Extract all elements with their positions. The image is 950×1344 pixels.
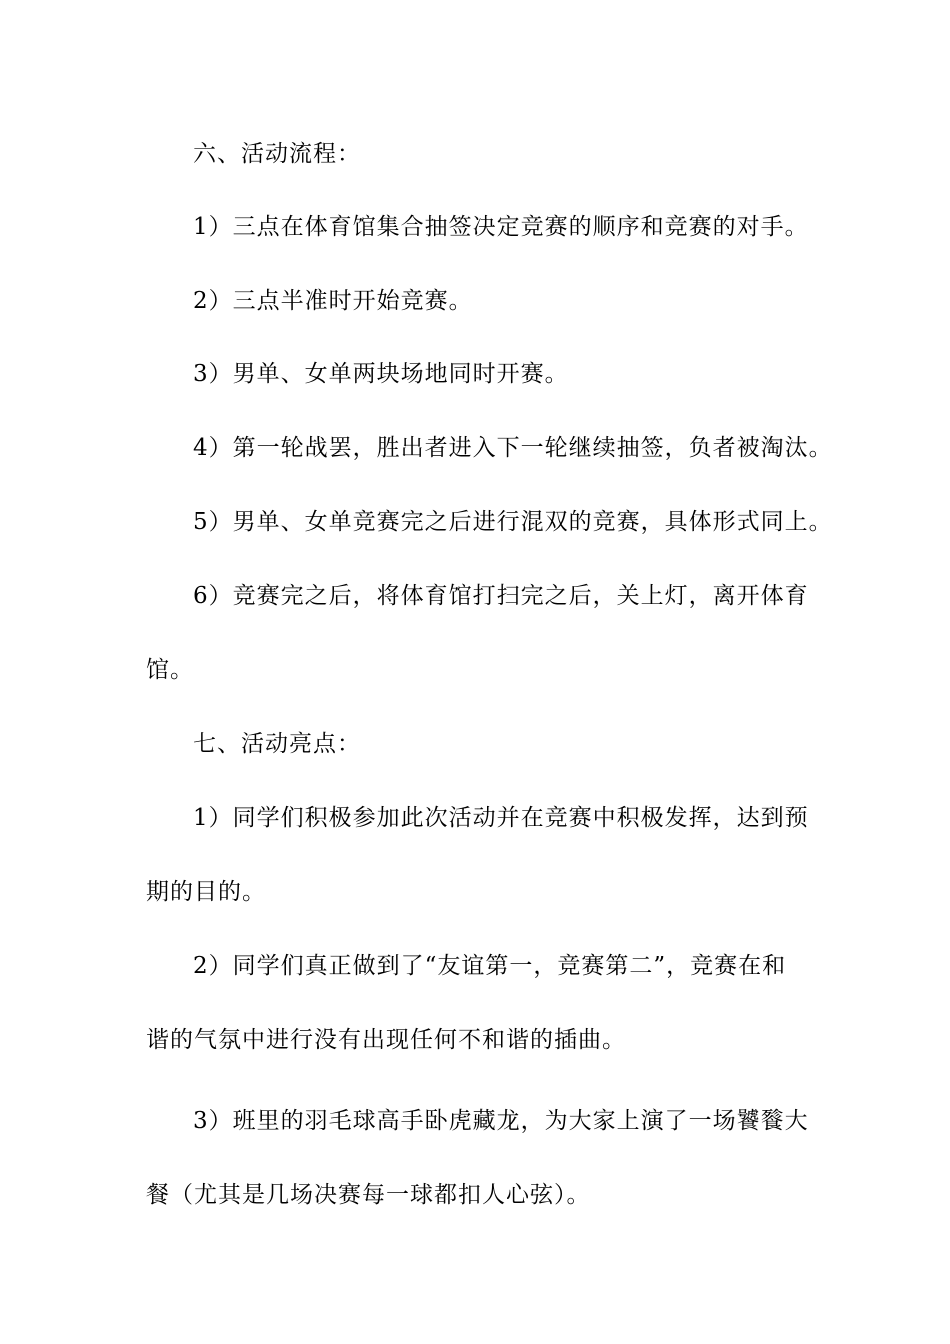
section-7-item-2-line-2: 谐的气氛中进行没有出现任何不和谐的插曲。 (146, 1027, 626, 1053)
section-6-item-5: 5）男单、女单竞赛完之后进行混双的竞赛，具体形式同上。 (193, 509, 833, 535)
section-6-item-2: 2）三点半准时开始竞赛。 (193, 288, 473, 314)
section-6-item-3: 3）男单、女单两块场地同时开赛。 (193, 361, 569, 387)
section-7-item-2-line-1: 2）同学们真正做到了“友谊第一，竞赛第二”，竞赛在和 (193, 953, 787, 979)
section-7-item-3-line-2: 餐（尤其是几场决赛每一球都扣人心弦）。 (146, 1182, 591, 1208)
section-7-heading: 七、活动亮点： (193, 731, 361, 757)
section-7-item-3-line-1: 3）班里的羽毛球高手卧虎藏龙，为大家上演了一场饕餮大 (193, 1108, 809, 1134)
section-6-item-6-line-2: 馆。 (146, 657, 194, 683)
section-6-heading: 六、活动流程： (193, 141, 361, 167)
section-6-item-4: 4）第一轮战罢，胜出者进入下一轮继续抽签，负者被淘汰。 (193, 435, 833, 461)
section-7-item-1-line-1: 1）同学们积极参加此次活动并在竞赛中积极发挥，达到预 (193, 805, 809, 831)
section-7-item-1-line-2: 期的目的。 (146, 879, 266, 905)
section-6-item-6-line-1: 6）竞赛完之后，将体育馆打扫完之后，关上灯，离开体育 (193, 583, 809, 609)
section-6-item-1: 1）三点在体育馆集合抽签决定竞赛的顺序和竞赛的对手。 (193, 214, 809, 240)
